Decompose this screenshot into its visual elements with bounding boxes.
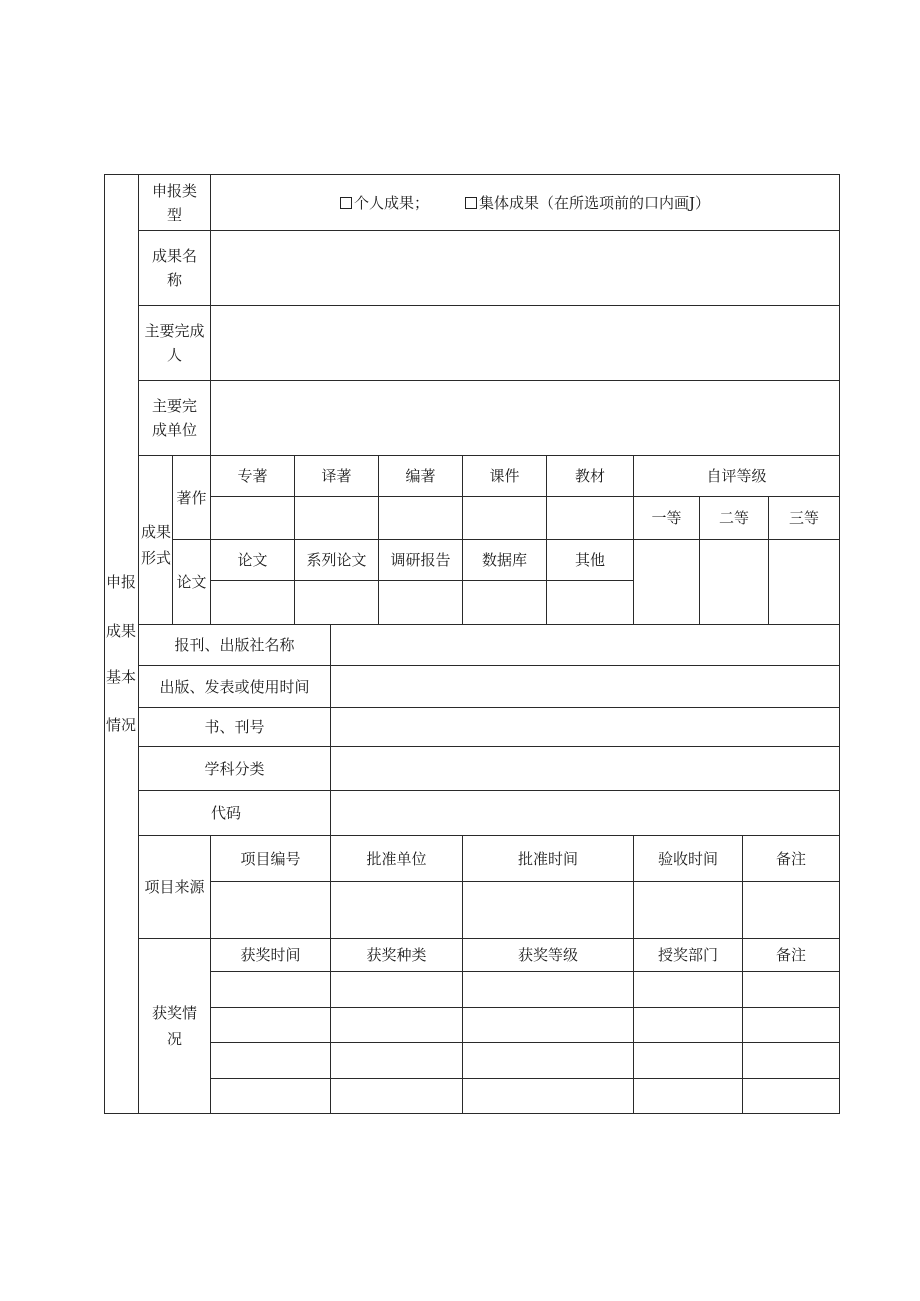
publisher-label: 报刊、出版社名称 (174, 636, 295, 654)
section-label-line-2: 成果 (106, 622, 137, 640)
paper-type-cell: 其他 (574, 551, 605, 569)
achievement-name-field[interactable] (211, 231, 839, 305)
project-header: 批准时间 (517, 849, 578, 868)
works-type-cell: 课件 (489, 467, 520, 485)
main-unit-label: 主要完 成单位 (151, 397, 197, 439)
project-source-label: 项目来源 (144, 878, 205, 896)
section-label-line-4: 情况 (106, 716, 137, 734)
code-field[interactable] (331, 791, 839, 835)
self-rating-label: 自评等级 (706, 467, 767, 485)
award-header: 获奖等级 (517, 946, 578, 964)
award-header: 授奖部门 (657, 946, 718, 964)
table-left-border (104, 174, 105, 1114)
section-label-line-1: 申报 (106, 573, 137, 591)
declare-type-options (211, 175, 839, 230)
discipline-label: 学科分类 (204, 759, 265, 778)
publisher-field[interactable] (331, 625, 839, 665)
main-completer-field[interactable] (211, 306, 839, 380)
collective-checkbox[interactable] (465, 197, 477, 209)
discipline-field[interactable] (331, 747, 839, 790)
award-label: 获奖情 况 (151, 1004, 197, 1048)
works-label: 著作 (176, 488, 207, 507)
award-header: 获奖种类 (366, 946, 427, 964)
book-number-label: 书、刊号 (204, 718, 265, 736)
personal-option-label: 个人成果； (353, 193, 429, 212)
publish-time-label: 出版、发表或使用时间 (159, 677, 310, 696)
personal-checkbox[interactable] (340, 197, 352, 209)
book-number-field[interactable] (331, 708, 839, 746)
paper-type-cell: 调研报告 (390, 551, 451, 569)
paper-label: 论文 (176, 573, 207, 591)
award-header: 备注 (775, 946, 806, 964)
row-divider (210, 1042, 840, 1043)
table-bottom-border (104, 1113, 840, 1114)
paper-type-cell: 系列论文 (306, 551, 367, 569)
works-type-cell: 编著 (405, 467, 436, 485)
works-type-cell: 译著 (321, 467, 352, 485)
declare-type-label: 申报类 型 (151, 181, 197, 224)
row-divider (210, 971, 840, 972)
project-header: 验收时间 (657, 849, 718, 868)
table-right-border (839, 174, 840, 1114)
collective-option-label: 集体成果（在所选项前的口内画J） (479, 193, 711, 212)
main-unit-field[interactable] (211, 381, 839, 455)
row-divider (634, 539, 840, 540)
row-divider (210, 580, 634, 581)
project-header: 项目编号 (240, 849, 301, 868)
award-header: 获奖时间 (240, 946, 301, 964)
row-divider (210, 1007, 840, 1008)
project-header: 批准单位 (366, 849, 427, 868)
main-completer-label: 主要完成 人 (144, 322, 205, 364)
paper-type-cell: 论文 (237, 551, 268, 569)
paper-type-cell: 数据库 (481, 551, 527, 569)
project-header: 备注 (775, 849, 806, 868)
row-divider (210, 881, 840, 882)
rating-level: 三等 (788, 509, 819, 527)
rating-level: 二等 (718, 509, 749, 527)
form-label: 成果 形式 (140, 523, 171, 567)
works-type-cell: 教材 (574, 467, 605, 485)
row-divider (210, 1078, 840, 1079)
section-label-line-3: 基本 (106, 668, 137, 686)
works-type-cell: 专著 (237, 467, 268, 485)
achievement-name-label: 成果名 称 (151, 247, 197, 289)
rating-level: 一等 (651, 509, 682, 527)
publish-time-field[interactable] (331, 666, 839, 707)
code-label: 代码 (210, 804, 241, 822)
